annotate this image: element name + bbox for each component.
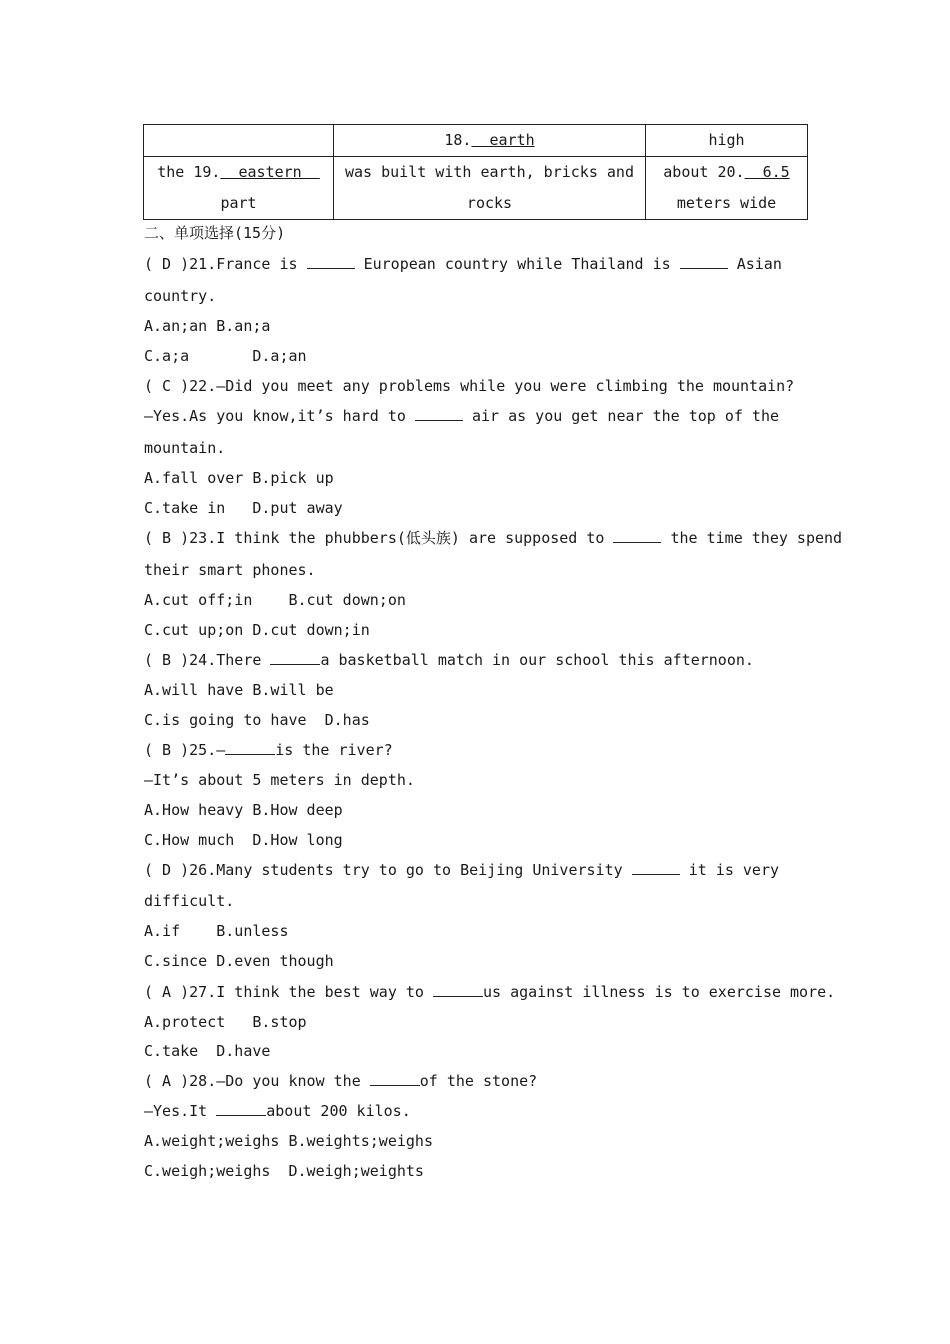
question-stem-line: —Yes.As you know,it’s hard to air as you get near the top of the bbox=[144, 407, 780, 425]
question-stem: ( B )24.There a basketball match in our school this afternoon. bbox=[144, 651, 754, 669]
table-cell bbox=[144, 157, 334, 220]
question-stem: ( B )23.I think the phubbers(低头族) are supposed to the time they spend bbox=[144, 529, 843, 547]
answer-blank bbox=[225, 740, 275, 755]
fill-in-table bbox=[143, 124, 808, 220]
answer-text: earth bbox=[471, 131, 535, 149]
question-stem-cont: mountain. bbox=[144, 439, 226, 457]
question-option: C.take in D.put away bbox=[144, 499, 343, 517]
question-option: C.cut up;on D.cut down;in bbox=[144, 621, 370, 639]
question-stem-cont: country. bbox=[144, 287, 217, 305]
answer-blank bbox=[415, 406, 463, 421]
question-option: A.weight;weighs B.weights;weighs bbox=[144, 1132, 433, 1150]
answer-blank bbox=[613, 528, 661, 543]
table-cell bbox=[144, 125, 334, 157]
blank-number: 18. bbox=[444, 131, 472, 149]
question-stem-cont: their smart phones. bbox=[144, 561, 316, 579]
question-stem: ( C )22.—Did you meet any problems while you were climbing the mountain? bbox=[144, 377, 795, 395]
question-option: C.is going to have D.has bbox=[144, 711, 370, 729]
question-option: A.How heavy B.How deep bbox=[144, 801, 343, 819]
section-title: 二、单项选择(15分) bbox=[144, 224, 286, 242]
table-cell bbox=[334, 125, 646, 157]
answer-blank bbox=[632, 860, 680, 875]
cell-text: rocks bbox=[466, 194, 513, 212]
question-stem-line: —It’s about 5 meters in depth. bbox=[144, 771, 415, 789]
question-option: A.protect B.stop bbox=[144, 1013, 307, 1031]
question-option: C.weigh;weighs D.weigh;weights bbox=[144, 1162, 424, 1180]
question-option: A.will have B.will be bbox=[144, 681, 334, 699]
question-option: C.a;a D.a;an bbox=[144, 347, 307, 365]
question-stem-cont: difficult. bbox=[144, 892, 235, 910]
cell-text: part bbox=[220, 194, 257, 212]
answer-blank bbox=[680, 254, 728, 269]
question-option: C.How much D.How long bbox=[144, 831, 343, 849]
blank-number: the 19. bbox=[157, 163, 221, 181]
answer-text: 6.5 bbox=[744, 163, 790, 181]
answer-blank bbox=[216, 1101, 266, 1116]
answer-text: eastern bbox=[220, 163, 320, 181]
table-row bbox=[144, 157, 808, 220]
question-stem: ( B )25.— is the river? bbox=[144, 741, 393, 759]
table-cell: high bbox=[646, 125, 808, 157]
question-option: C.since D.even though bbox=[144, 952, 334, 970]
cell-text: was built with earth, bricks and bbox=[345, 163, 634, 181]
question-stem-line: —Yes.It about 200 kilos. bbox=[144, 1102, 411, 1120]
question-stem: ( D )26.Many students try to go to Beijing University it is very bbox=[144, 861, 780, 879]
question-stem: ( A )28.—Do you know the of the stone? bbox=[144, 1072, 538, 1090]
answer-blank bbox=[433, 982, 483, 997]
table-cell bbox=[334, 157, 646, 220]
answer-blank bbox=[370, 1071, 420, 1086]
question-stem: ( A )27.I think the best way to us against illness is to exercise more. bbox=[144, 983, 836, 1001]
answer-blank bbox=[307, 254, 355, 269]
cell-text: meters wide bbox=[676, 194, 777, 212]
question-option: C.take D.have bbox=[144, 1042, 271, 1060]
table-cell bbox=[646, 157, 808, 220]
question-option: A.if B.unless bbox=[144, 922, 289, 940]
answer-blank bbox=[270, 650, 320, 665]
table-row bbox=[144, 125, 808, 157]
question-option: A.fall over B.pick up bbox=[144, 469, 334, 487]
question-option: A.an;an B.an;a bbox=[144, 317, 271, 335]
question-option: A.cut off;in B.cut down;on bbox=[144, 591, 406, 609]
blank-number: about 20. bbox=[663, 163, 745, 181]
question-stem: ( D )21.France is European country while Thailand is Asian bbox=[144, 255, 782, 273]
